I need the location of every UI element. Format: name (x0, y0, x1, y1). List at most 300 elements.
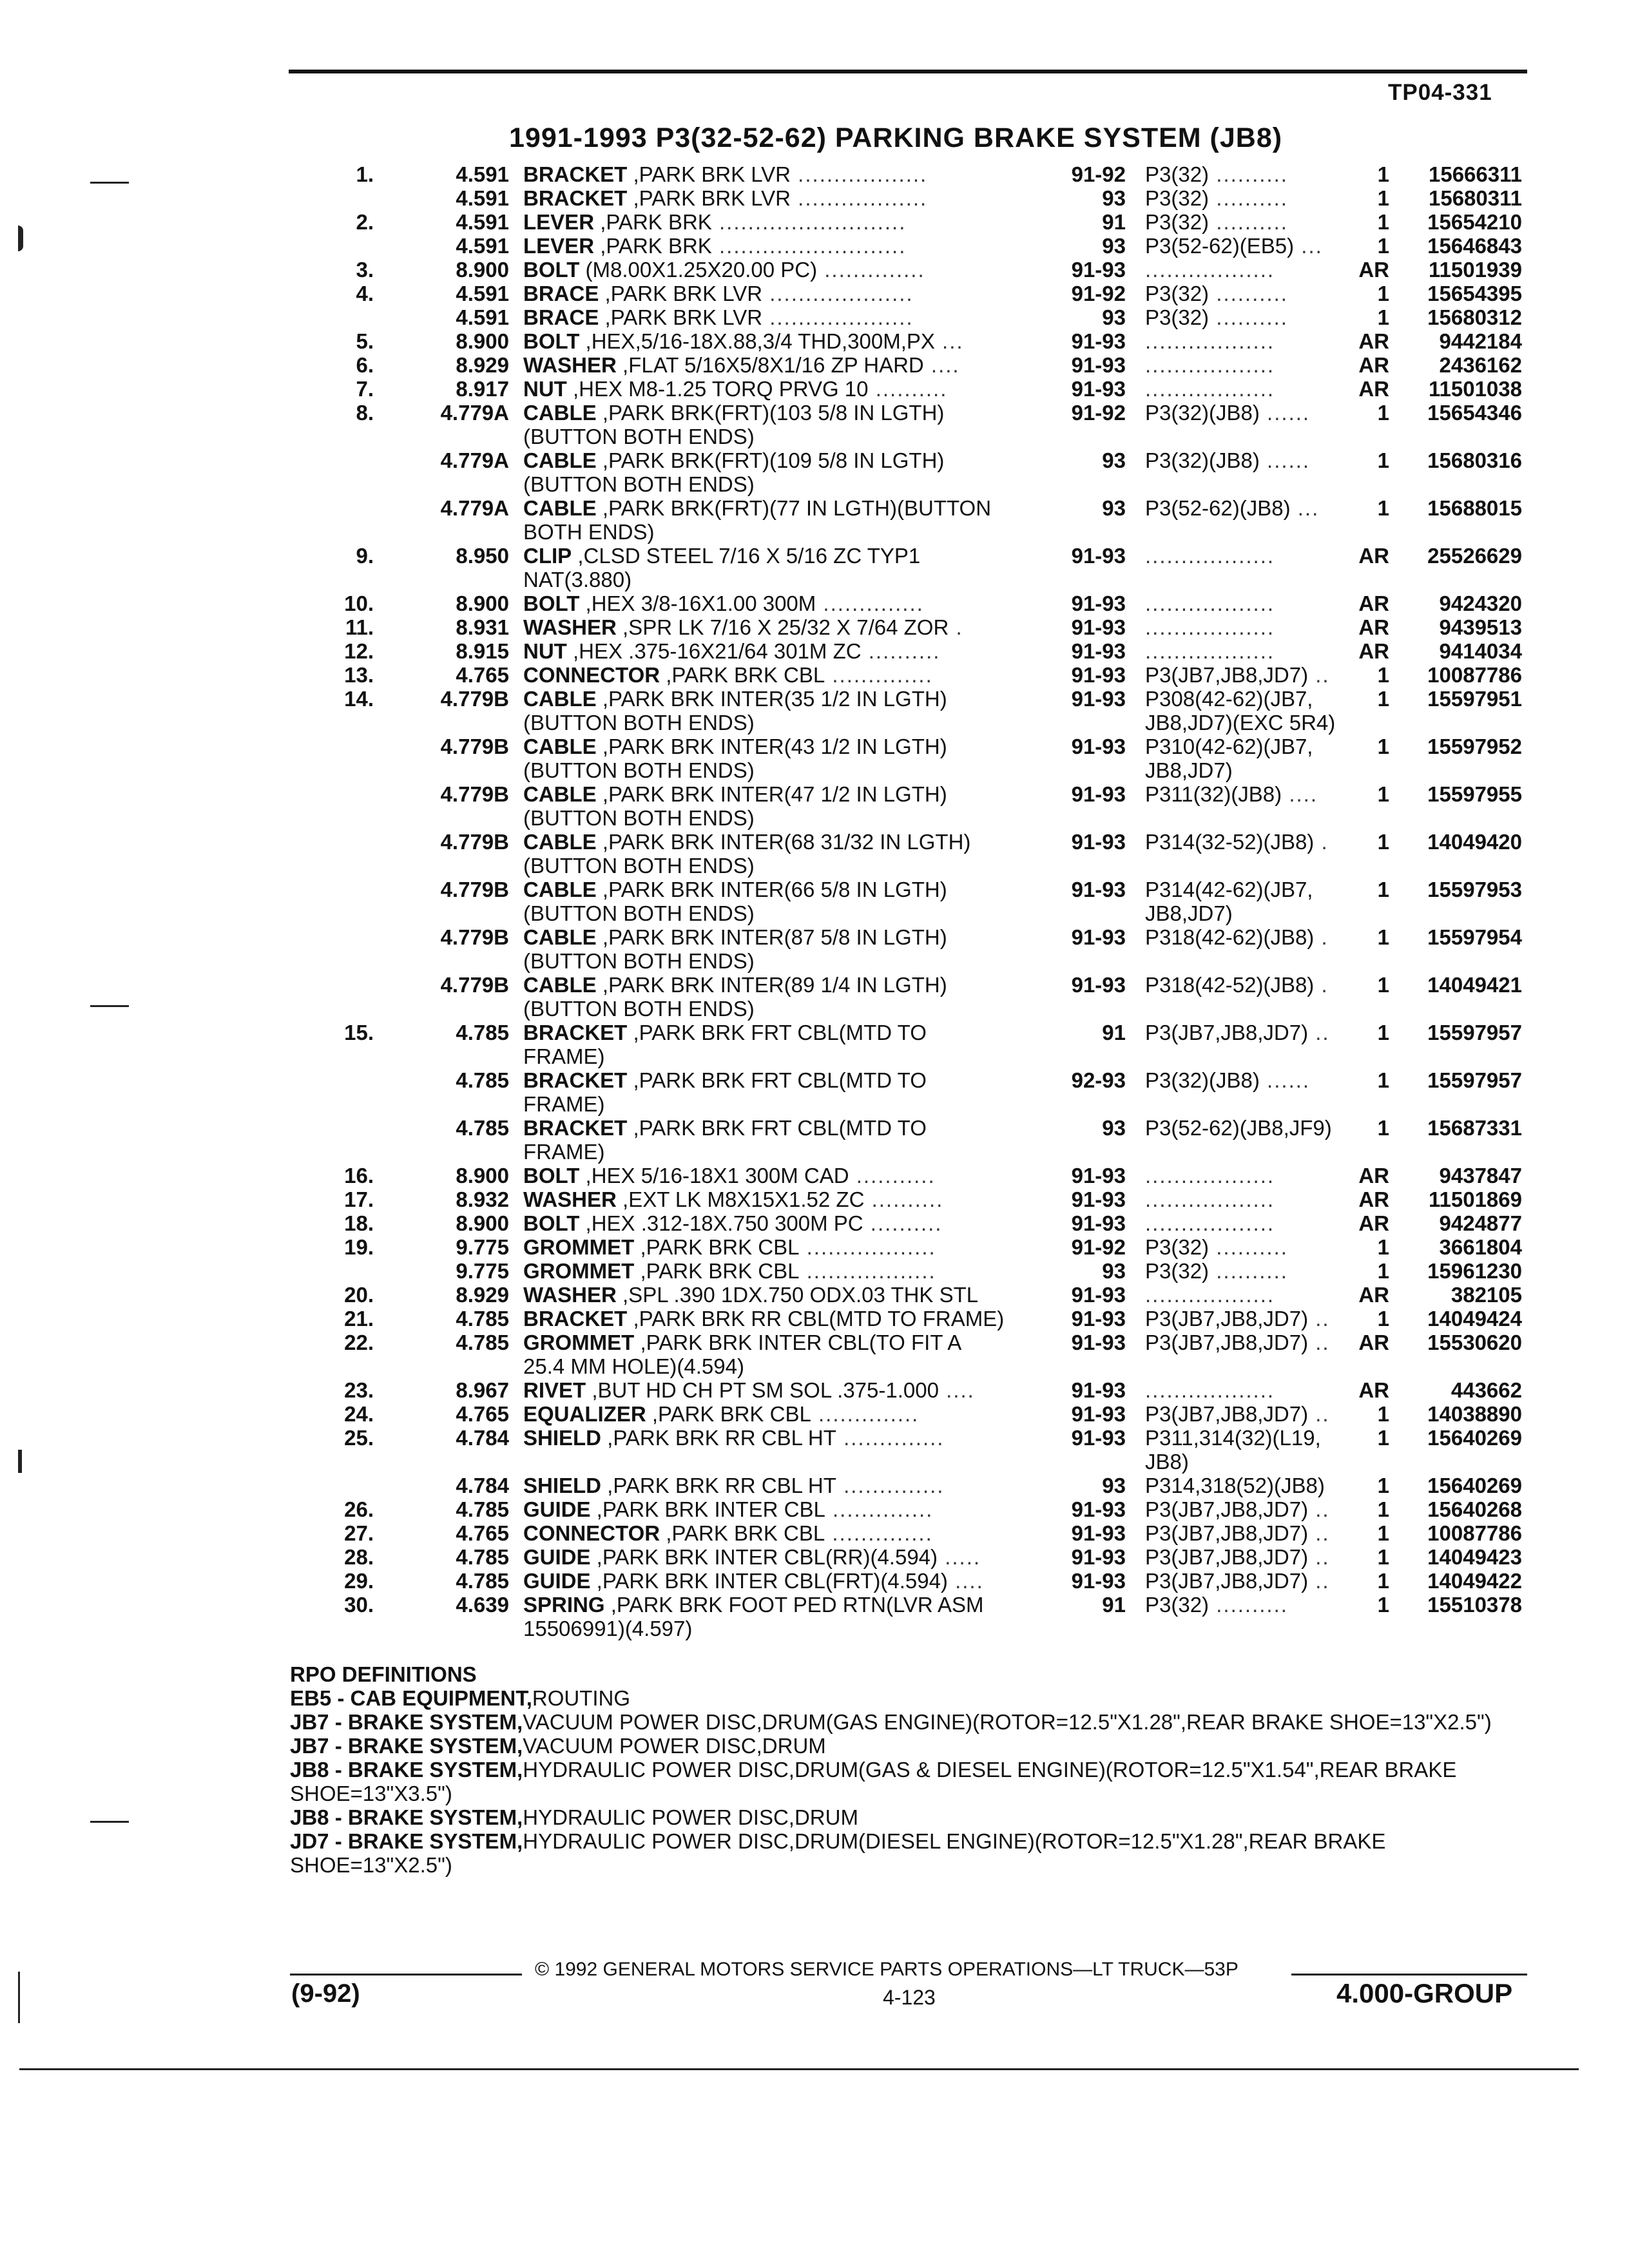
ref-number: 22. (344, 1331, 374, 1354)
application (1126, 1545, 1348, 1569)
model-years: 91-93 (1071, 1426, 1126, 1450)
part-number: 15688015 (1427, 496, 1522, 520)
ref-number: 25. (344, 1426, 374, 1450)
part-description (509, 639, 1047, 663)
part-row (322, 377, 1534, 401)
part-number: 15680316 (1427, 448, 1522, 472)
part-detail-continued: FRAME) (523, 1140, 605, 1164)
part-name: GUIDE (523, 1545, 591, 1569)
part-number: 14049420 (1427, 830, 1522, 854)
quantity: AR (1358, 353, 1389, 377)
leader-dots: .............. (825, 1521, 933, 1545)
part-detail-continued: (BUTTON BOTH ENDS) (523, 949, 755, 973)
part-detail: ,HEX .375-16X21/64 301M ZC (566, 639, 862, 663)
leader-dots: .................. (1145, 544, 1275, 568)
model-years: 91-93 (1071, 1307, 1126, 1331)
rpo-line (290, 1829, 1514, 1877)
group-number: 4.591 (456, 162, 509, 186)
rpo-code: JB7 - BRAKE SYSTEM, (290, 1710, 523, 1734)
part-row (322, 925, 1534, 973)
rpo-line (290, 1710, 1514, 1734)
model-years: 93 (1102, 448, 1126, 472)
quantity: 1 (1377, 1426, 1389, 1450)
part-name: BRACE (523, 305, 599, 329)
application-code: P3(32) (1145, 1259, 1210, 1283)
application (1126, 329, 1348, 353)
quantity: 1 (1377, 1474, 1389, 1497)
quantity: AR (1358, 639, 1389, 663)
group-number: 8.915 (456, 639, 509, 663)
rpo-text: VACUUM POWER DISC,DRUM (523, 1734, 826, 1758)
part-detail: ,PARK BRK FRT CBL(MTD TO (627, 1068, 927, 1092)
part-description (509, 1426, 1047, 1450)
part-number: 11501939 (1428, 258, 1522, 282)
part-name: RIVET (523, 1378, 586, 1402)
part-description (509, 186, 1047, 210)
leader-dots: .................. (791, 162, 928, 186)
application (1126, 353, 1348, 377)
leader-dots: ...... (1259, 401, 1311, 425)
part-detail: ,BUT HD CH PT SM SOL .375-1.000 (586, 1378, 939, 1402)
ref-number: 8. (356, 401, 374, 425)
part-row (322, 1474, 1534, 1497)
part-number: 15961230 (1427, 1259, 1522, 1283)
model-years: 91-93 (1071, 377, 1126, 401)
part-row (322, 258, 1534, 282)
part-detail: ,HEX M8-1.25 TORQ PRVG 10 (566, 377, 869, 401)
rpo-code: JB8 - BRAKE SYSTEM, (290, 1805, 523, 1829)
quantity: 1 (1377, 830, 1389, 854)
part-number: 15640268 (1427, 1497, 1522, 1521)
model-years: 91-93 (1071, 782, 1126, 806)
model-years: 91-93 (1071, 1331, 1126, 1354)
model-years: 91-93 (1071, 1497, 1126, 1521)
leader-dots: .................. (1145, 1164, 1275, 1187)
application (1126, 210, 1348, 234)
part-description (509, 735, 1047, 782)
part-number: 9424320 (1439, 591, 1522, 615)
leader-dots: .............. (836, 1426, 945, 1450)
leader-dots: .................. (1145, 329, 1275, 353)
model-years: 91-92 (1071, 162, 1126, 186)
application-code: P3(JB7,JB8,JD7) (1145, 1021, 1309, 1044)
part-description (509, 496, 1047, 544)
application (1126, 687, 1348, 735)
rpo-code: EB5 - CAB EQUIPMENT, (290, 1686, 532, 1710)
part-number: 15687331 (1427, 1116, 1522, 1140)
rpo-line (290, 1734, 1514, 1758)
group-number: 4.765 (456, 663, 509, 687)
group-number: 4.785 (456, 1307, 509, 1331)
leader-dots: .......... (1209, 282, 1288, 305)
part-description (509, 1593, 1047, 1640)
group-number: 4.779B (440, 830, 509, 854)
rpo-text: HYDRAULIC POWER DISC,DRUM(GAS & DIESEL ENGINE)(ROTOR=12.5"X1.54",REAR BRAKE SHOE=13"X3.5") (290, 1758, 1457, 1805)
part-description (509, 401, 1047, 448)
model-years: 91 (1102, 1021, 1126, 1044)
part-number: 15640269 (1427, 1426, 1522, 1450)
quantity: AR (1358, 1331, 1389, 1354)
quantity: AR (1358, 591, 1389, 615)
part-description (509, 1259, 1047, 1283)
leader-dots: .. (1308, 1521, 1330, 1545)
leader-dots: .................. (1145, 1378, 1275, 1402)
scan-mark (18, 1450, 22, 1473)
part-name: BOLT (523, 591, 580, 615)
group-number: 4.784 (456, 1474, 509, 1497)
part-number: 9439513 (1439, 615, 1522, 639)
application-code: P3(JB7,JB8,JD7) (1145, 1545, 1309, 1569)
application-code: P3(52-62)(JB8,JF9) (1145, 1116, 1332, 1140)
part-detail-continued: NAT(3.880) (523, 568, 632, 591)
part-name: CABLE (523, 878, 597, 901)
leader-dots: .............. (816, 591, 924, 615)
part-description (509, 1211, 1047, 1235)
leader-dots: .......................... (711, 210, 907, 234)
application (1126, 615, 1348, 639)
application (1126, 1187, 1348, 1211)
part-row (322, 1569, 1534, 1593)
ref-number: 24. (344, 1402, 374, 1426)
application-code: P3(32) (1145, 305, 1210, 329)
part-description (509, 591, 1047, 615)
application (1126, 735, 1348, 782)
application-code: P3(JB7,JB8,JD7) (1145, 1521, 1309, 1545)
application-code: P3(32) (1145, 1593, 1210, 1617)
part-row (322, 1521, 1534, 1545)
group-number: 4.591 (456, 186, 509, 210)
model-years: 93 (1102, 234, 1126, 258)
part-name: GROMMET (523, 1331, 635, 1354)
part-description (509, 687, 1047, 735)
quantity: 1 (1377, 1235, 1389, 1259)
footer-rule-right (1291, 1974, 1527, 1975)
application (1126, 1497, 1348, 1521)
leader-dots: .......................... (711, 234, 907, 258)
copyright: © 1992 GENERAL MOTORS SERVICE PARTS OPERATIONS—LT TRUCK—53P (535, 1959, 1239, 1980)
quantity: AR (1358, 1378, 1389, 1402)
part-description (509, 329, 1047, 353)
part-row (322, 1426, 1534, 1474)
application (1126, 830, 1348, 854)
part-number: 15597957 (1427, 1068, 1522, 1092)
leader-dots: .................. (1145, 353, 1275, 377)
quantity: 1 (1377, 401, 1389, 425)
group-number: 8.900 (456, 591, 509, 615)
part-number: 15597955 (1427, 782, 1522, 806)
quantity: 1 (1377, 1021, 1389, 1044)
group-number: 4.785 (456, 1545, 509, 1569)
part-row (322, 234, 1534, 258)
leader-dots: .................. (1145, 1283, 1275, 1307)
leader-dots: .................. (791, 186, 928, 210)
group-number: 8.900 (456, 1164, 509, 1187)
part-name: CABLE (523, 687, 597, 711)
part-detail: ,PARK BRK(FRT)(109 5/8 IN LGTH) (596, 448, 945, 472)
quantity: 1 (1377, 210, 1389, 234)
leader-dots: .............. (811, 1402, 920, 1426)
model-years: 91-92 (1071, 1235, 1126, 1259)
ref-number: 28. (344, 1545, 374, 1569)
part-number: 9442184 (1439, 329, 1522, 353)
part-number: 14049423 (1427, 1545, 1522, 1569)
leader-dots: . (949, 615, 963, 639)
leader-dots: .......... (1209, 1259, 1288, 1283)
application-continued: JB8,JD7)(EXC 5R4) (1145, 711, 1336, 735)
leader-dots: .......... (868, 377, 948, 401)
part-detail: ,PARK BRK (594, 210, 712, 234)
ref-number: 19. (344, 1235, 374, 1259)
part-detail: ,PARK BRK FRT CBL(MTD TO (627, 1116, 927, 1140)
model-years: 91-93 (1071, 1521, 1126, 1545)
part-detail-continued: BOTH ENDS) (523, 520, 655, 544)
ref-number: 17. (344, 1187, 374, 1211)
application (1126, 1116, 1348, 1140)
scan-mark (90, 1005, 129, 1007)
model-years: 91-93 (1071, 353, 1126, 377)
part-row (322, 544, 1534, 591)
part-description (509, 1021, 1047, 1068)
bottom-rule (19, 2068, 1579, 2070)
ref-number: 26. (344, 1497, 374, 1521)
group-number: 4.779B (440, 687, 509, 711)
part-name: LEVER (523, 234, 595, 258)
scan-mark (18, 1972, 20, 2023)
part-row (322, 735, 1534, 782)
quantity: 1 (1377, 1068, 1389, 1092)
part-row (322, 1497, 1534, 1521)
rpo-definitions (290, 1662, 1514, 1877)
part-number: 15680311 (1428, 186, 1522, 210)
part-detail: ,SPL .390 1DX.750 ODX.03 THK STL (616, 1283, 979, 1307)
part-name: BOLT (523, 1211, 580, 1235)
model-years: 91-93 (1071, 329, 1126, 353)
group-number: 4.779B (440, 878, 509, 901)
part-row (322, 1259, 1534, 1283)
application (1126, 1402, 1348, 1426)
part-name: CABLE (523, 401, 597, 425)
part-name: CABLE (523, 496, 597, 520)
leader-dots: .. (1308, 1545, 1330, 1569)
quantity: 1 (1377, 1116, 1389, 1140)
footer-page-number: 4-123 (883, 1986, 936, 2009)
rpo-code: JD7 - BRAKE SYSTEM, (290, 1829, 523, 1853)
part-number: 14049422 (1427, 1569, 1522, 1593)
application-code: P314(42-62)(JB7, (1145, 878, 1313, 901)
ref-number: 10. (344, 591, 374, 615)
part-number: 15597953 (1427, 878, 1522, 901)
application (1126, 782, 1348, 806)
group-number: 4.784 (456, 1426, 509, 1450)
leader-dots: .. (1308, 1021, 1330, 1044)
group-number: 4.779A (440, 448, 509, 472)
part-number: 11501038 (1428, 377, 1522, 401)
application-code: P3(32)(JB8) (1145, 1068, 1260, 1092)
quantity: AR (1358, 258, 1389, 282)
application (1126, 377, 1348, 401)
part-detail: ,PARK BRK CBL (660, 1521, 825, 1545)
part-name: CABLE (523, 448, 597, 472)
application (1126, 591, 1348, 615)
model-years: 93 (1102, 186, 1126, 210)
part-name: EQUALIZER (523, 1402, 646, 1426)
part-row (322, 186, 1534, 210)
part-detail-continued: (BUTTON BOTH ENDS) (523, 901, 755, 925)
model-years: 91-93 (1071, 258, 1126, 282)
ref-number: 6. (356, 353, 374, 377)
part-row (322, 448, 1534, 496)
part-number: 15530620 (1427, 1331, 1522, 1354)
part-detail: ,PARK BRK LVR (599, 305, 763, 329)
part-description (509, 782, 1047, 830)
part-description (509, 1521, 1047, 1545)
leader-dots: .......... (1209, 186, 1288, 210)
ref-number: 2. (356, 210, 374, 234)
quantity: 1 (1377, 735, 1389, 758)
ref-number: 12. (344, 639, 374, 663)
part-description (509, 1474, 1047, 1497)
part-detail: ,PARK BRK INTER CBL(RR)(4.594) (590, 1545, 938, 1569)
leader-dots: .................. (1145, 258, 1275, 282)
group-number: 4.591 (456, 210, 509, 234)
group-number: 8.900 (456, 1211, 509, 1235)
model-years: 92-93 (1071, 1068, 1126, 1092)
part-description (509, 1402, 1047, 1426)
part-detail: ,HEX 5/16-18X1 300M CAD (579, 1164, 849, 1187)
leader-dots: .................... (762, 305, 914, 329)
part-detail: ,PARK BRK INTER CBL (590, 1497, 825, 1521)
group-number: 8.932 (456, 1187, 509, 1211)
application (1126, 1211, 1348, 1235)
part-description (509, 1497, 1047, 1521)
quantity: 1 (1377, 1259, 1389, 1283)
application (1126, 973, 1348, 997)
application-code: P3(32)(JB8) (1145, 448, 1260, 472)
part-description (509, 210, 1047, 234)
part-detail: ,PARK BRK CBL (634, 1259, 800, 1283)
model-years: 91-93 (1071, 1378, 1126, 1402)
group-number: 8.900 (456, 258, 509, 282)
part-number: 14049421 (1427, 973, 1522, 997)
part-detail: ,PARK BRK INTER CBL(TO FIT A (634, 1331, 962, 1354)
part-row (322, 1331, 1534, 1378)
leader-dots: .............. (836, 1474, 945, 1497)
part-name: GROMMET (523, 1235, 635, 1259)
part-detail: ,PARK BRK INTER(66 5/8 IN LGTH) (596, 878, 947, 901)
application (1126, 1164, 1348, 1187)
application (1126, 544, 1348, 568)
quantity: AR (1358, 544, 1389, 568)
model-years: 93 (1102, 305, 1126, 329)
model-years: 91-93 (1071, 663, 1126, 687)
part-name: GUIDE (523, 1497, 591, 1521)
leader-dots: .... (938, 1378, 975, 1402)
part-detail-continued: 15506991)(4.597) (523, 1617, 693, 1640)
part-name: BRACKET (523, 1307, 628, 1331)
part-row (322, 878, 1534, 925)
scan-mark (90, 1821, 129, 1823)
application-code: P3(JB7,JB8,JD7) (1145, 1569, 1309, 1593)
model-years: 91-92 (1071, 282, 1126, 305)
leader-dots: .................. (1145, 1187, 1275, 1211)
model-years: 91-93 (1071, 1569, 1126, 1593)
application (1126, 1593, 1348, 1617)
leader-dots: .................. (1145, 1211, 1275, 1235)
part-detail: ,PARK BRK INTER(87 5/8 IN LGTH) (596, 925, 947, 949)
top-rule (289, 70, 1527, 73)
model-years: 91-93 (1071, 544, 1126, 568)
part-name: SPRING (523, 1593, 605, 1617)
leader-dots: .............. (825, 663, 933, 687)
part-row (322, 1164, 1534, 1187)
part-description (509, 1307, 1047, 1331)
part-detail: ,SPR LK 7/16 X 25/32 X 7/64 ZOR (616, 615, 949, 639)
part-number: 2436162 (1439, 353, 1522, 377)
leader-dots: .......... (863, 1211, 943, 1235)
leader-dots: .......... (861, 639, 941, 663)
ref-number: 11. (345, 615, 374, 639)
quantity: 1 (1377, 663, 1389, 687)
page-code: TP04-331 (1388, 80, 1492, 105)
group-number: 4.779B (440, 925, 509, 949)
part-detail: ,PARK BRK(FRT)(77 IN LGTH)(BUTTON (596, 496, 992, 520)
part-number: 14038890 (1427, 1402, 1522, 1426)
leader-dots: ...... (1259, 448, 1311, 472)
application (1126, 1474, 1348, 1497)
part-detail: ,PARK BRK LVR (627, 186, 791, 210)
application (1126, 496, 1348, 520)
part-row (322, 1068, 1534, 1116)
application (1126, 1259, 1348, 1283)
part-detail: ,PARK BRK CBL (634, 1235, 800, 1259)
part-number: 11501869 (1428, 1187, 1522, 1211)
part-description (509, 830, 1047, 878)
part-name: CABLE (523, 973, 597, 997)
part-description (509, 544, 1047, 591)
part-row (322, 1402, 1534, 1426)
application (1126, 1068, 1348, 1092)
part-number: 443662 (1451, 1378, 1522, 1402)
part-description (509, 973, 1047, 1021)
rpo-heading: RPO DEFINITIONS (290, 1662, 477, 1686)
group-number: 4.779B (440, 735, 509, 758)
application-code: P3(32) (1145, 186, 1210, 210)
part-row (322, 1545, 1534, 1569)
part-row (322, 353, 1534, 377)
part-row (322, 1211, 1534, 1235)
rpo-text: ROUTING (532, 1686, 631, 1710)
leader-dots: .................. (1145, 377, 1275, 401)
part-detail: ,PARK BRK INTER(47 1/2 IN LGTH) (596, 782, 947, 806)
model-years: 91 (1102, 210, 1126, 234)
quantity: 1 (1377, 1521, 1389, 1545)
part-detail: ,EXT LK M8X15X1.52 ZC (616, 1187, 865, 1211)
application-code: P314,318(52)(JB8) (1145, 1474, 1325, 1497)
leader-dots: .................. (799, 1259, 936, 1283)
model-years: 93 (1102, 1259, 1126, 1283)
application-code: P318(42-52)(JB8) (1145, 973, 1315, 997)
rpo-text: HYDRAULIC POWER DISC,DRUM(DIESEL ENGINE)(ROTOR=12.5"X1.28",REAR BRAKE SHOE=13"X2.5") (290, 1829, 1386, 1877)
quantity: 1 (1377, 282, 1389, 305)
part-detail-continued: FRAME) (523, 1092, 605, 1116)
leader-dots: .... (1282, 782, 1318, 806)
ref-number: 20. (344, 1283, 374, 1307)
part-detail: ,HEX .312-18X.750 300M PC (579, 1211, 863, 1235)
rpo-code: JB7 - BRAKE SYSTEM, (290, 1734, 523, 1758)
application-continued: JB8,JD7) (1145, 758, 1233, 782)
part-detail: ,PARK BRK INTER CBL(FRT)(4.594) (590, 1569, 948, 1593)
application-code: P311(32)(JB8) (1145, 782, 1282, 806)
